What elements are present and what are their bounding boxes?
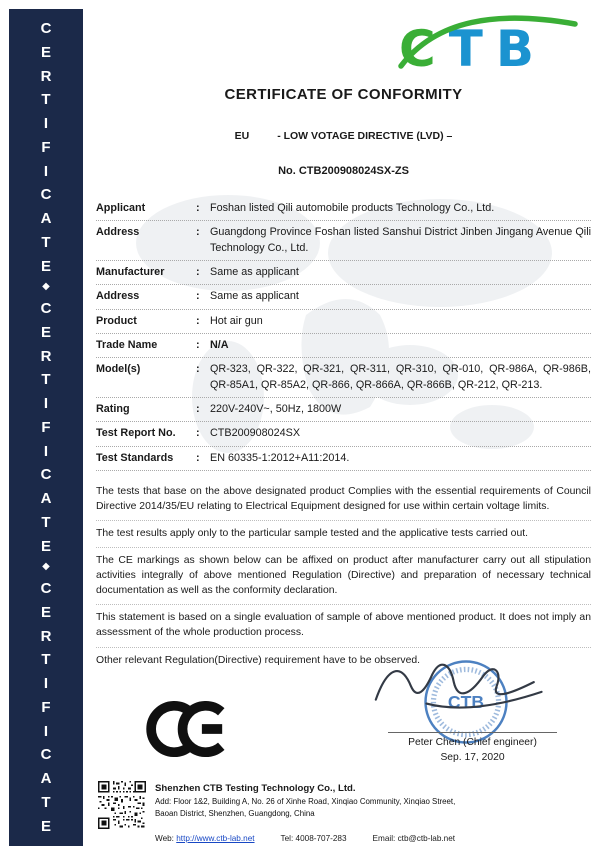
company-info [155,781,455,818]
field-row-product [96,310,591,334]
field-value: 220V-240V~, 50Hz, 1800W [210,402,342,415]
field-colon: : [196,338,200,351]
banner-letter: A [40,770,52,787]
certificate-content [96,0,591,855]
field-value: Hot air gun [210,314,263,327]
field-value: Guangdong Province Foshan listed Sanshui District Jinben Jingang Avenue Qili Technology Co., Ltd. [210,226,591,254]
field-row-address [96,221,591,261]
company-address-line1: Add: Floor 1&2, Building A, No. 26 of Xinhe Road, Xinqiao Community, Xinqiao Street, [155,797,456,806]
field-label: Rating [96,402,130,415]
field-row-rating [96,398,591,422]
banner-letter: E [40,43,51,61]
field-row-trade-name [96,334,591,358]
banner-letter: C [40,746,52,764]
field-colon: : [196,427,200,440]
phone: Tel: 4008-707-283 [280,834,347,843]
field-colon: : [196,226,200,239]
banner-letter: R [40,347,52,365]
statement-paragraph: The tests that base on the above designated product Complies with the essential requirements of Council Directive 2014/35/EU relating to Electrical Equipment designed for use within certain voltage limits. [96,479,591,521]
field-value: CTB200908024SX [210,427,301,440]
banner-letter: I [43,442,49,460]
banner-letter: I [43,115,49,132]
signature-block [368,638,563,772]
banner-letter: F [41,138,51,156]
statement-paragraph: The CE markings as shown below can be affixed on product after manufacturer carry out all stipulation activities integrally of above mentioned Regulation (Directive) and preparation of necessary technical documentation as well as the conformity declaration. [96,548,591,605]
field-value: Foshan listed Qili automobile products Technology Co., Ltd. [210,202,495,214]
banner-letter: T [41,513,51,531]
banner-letter: T [41,233,51,251]
ce-mark-icon [146,700,236,758]
banner-letter: C [40,300,52,317]
statement-paragraph: The test results apply only to the particular sample tested and the applicative tests carried out. [96,521,591,548]
certificate-number: No. CTB200908024SX-ZS [278,165,409,177]
field-row-manufacturer-address [96,285,591,309]
field-colon: : [196,451,200,464]
banner-letter: I [43,722,49,740]
logo-letter-b: B [495,20,547,78]
company-address-line2: Baoan District, Shenzhen, Guangdong, China [155,809,315,818]
web-label: Web: [155,834,174,843]
field-colon: : [196,363,200,376]
fields-table [96,197,591,471]
directive-line [96,130,591,142]
banner-diamond: ◆ [42,561,50,573]
field-row-manufacturer [96,261,591,285]
banner-letter: E [40,323,51,341]
banner-letter: T [41,371,51,389]
field-label: Manufacturer [96,265,165,278]
banner-letter: C [40,580,52,597]
certificate-title: CERTIFICATE OF CONFORMITY [224,86,463,103]
field-row-models [96,358,591,398]
logo-letter-c: C [399,20,449,78]
banner-letter: T [41,793,51,811]
contact-line [155,834,591,843]
banner-letter: R [40,67,52,85]
banner-letter: T [41,651,51,669]
field-label: Test Report No. [96,427,176,440]
logo-letter-t: T [448,20,496,78]
field-colon: : [196,202,200,214]
banner-letter: E [40,817,51,835]
field-label: Address [96,290,140,303]
field-colon: : [196,314,200,327]
field-label: Model(s) [96,363,141,376]
field-value: N/A [210,338,229,351]
banner-letter: T [41,91,51,109]
banner-letter: C [40,466,52,484]
banner-diamond: ◆ [42,281,50,293]
field-colon: : [196,402,200,415]
statement-paragraph: Other relevant Regulation(Directive) requirement have to be observed. [96,654,421,666]
banner-letter: E [40,257,51,275]
field-value: QR-323, QR-322, QR-321, QR-311, QR-310, QR-010, QR-986A, QR-986B, QR-85A1, QR-85A2, QR-866, QR-866A, QR-866B, QR-212, QR-213. [210,363,591,391]
directive-region: EU [234,130,250,142]
banner-letter: I [43,162,49,180]
field-row-test-standards [96,447,591,471]
stamp-center-text: CTB [447,692,485,713]
ctb-logo [391,10,581,84]
field-label: Applicant [96,202,146,214]
banner-letter: I [43,395,49,412]
qr-code-icon [98,781,146,829]
website [155,834,255,843]
field-label: Trade Name [96,338,158,351]
banner-letter: R [40,627,52,645]
email: Email: ctb@ctb-lab.net [372,834,456,843]
signer-name: Peter Chen (Chief engineer) [388,732,557,748]
field-label: Test Standards [96,451,174,464]
banner-letter: E [40,537,51,555]
field-value: Same as applicant [210,290,299,303]
banner-letter: C [40,186,52,204]
signature-date: Sep. 17, 2020 [440,752,505,763]
company-name: Shenzhen CTB Testing Technology Co., Ltd. [155,783,356,794]
field-colon: : [196,290,200,303]
field-row-applicant [96,197,591,221]
field-value: EN 60335-1:2012+A11:2014. [210,451,350,464]
certificate-banner [9,9,83,846]
field-row-test-report-no [96,422,591,446]
field-label: Product [96,314,137,327]
banner-letter: E [40,603,51,621]
directive-text: - LOW VOTAGE DIRECTIVE (LVD) – [277,130,453,142]
signature-icon [368,652,563,722]
website-link[interactable]: http://www.ctb-lab.net [176,834,255,843]
banner-letter: F [41,698,51,716]
banner-letter: A [40,490,52,507]
field-value: Same as applicant [210,265,299,278]
field-label: Address [96,226,140,239]
logo-swoosh-icon [391,10,581,84]
statement-paragraph: This statement is based on a single evaluation of sample of above mentioned product. It does not imply an assessment of the whole production process. [96,605,591,647]
banner-letter: A [40,210,52,227]
footer [98,781,591,843]
field-colon: : [196,265,200,278]
banner-letter: I [43,675,49,692]
banner-letter: C [40,20,52,37]
footer-row [98,781,591,829]
banner-letter: F [41,418,51,436]
